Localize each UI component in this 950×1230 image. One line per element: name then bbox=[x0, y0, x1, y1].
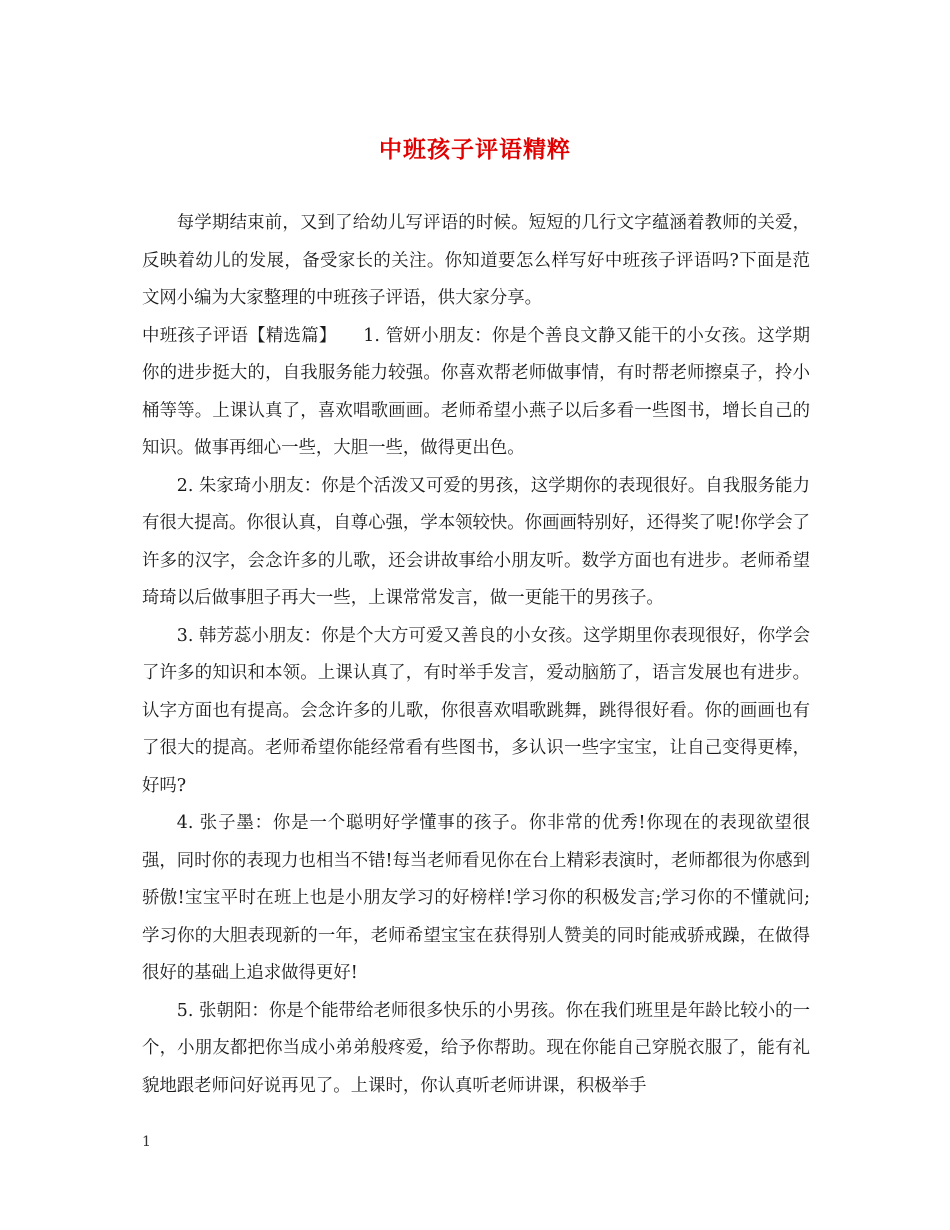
comment-paragraph-4: 4. 张子墨：你是一个聪明好学懂事的孩子。你非常的优秀!你现在的表现欲望很强，同时你的表现力也相当不错!每当老师看见你在台上精彩表演时，老师都很为你感到骄傲!宝宝平时在班上也是小朋友学习的好榜样!学习你的积极发言;学习你的不懂就问;学习你的大胆表现新的一年，老师希望宝宝在获得别人赞美的同时能戒骄戒躁，在做得很好的基础上追求做得更好! bbox=[142, 813, 810, 983]
intro-paragraph: 每学期结束前，又到了给幼儿写评语的时候。短短的几行文字蕴涵着教师的关爱，反映着幼儿的发展，备受家长的关注。你知道要怎么样写好中班孩子评语吗?下面是范文网小编为大家整理的中班孩子评语，供大家分享。 bbox=[142, 213, 810, 308]
comment-paragraph-1: 中班孩子评语【精选篇】 1. 管妍小朋友：你是个善良文静又能干的小女孩。这学期你的进步挺大的，自我服务能力较强。你喜欢帮老师做事情，有时帮老师擦桌子，拎小桶等等。上课认真了，喜欢唱歌画画。老师希望小燕子以后多看一些图书，增长自己的知识。做事再细心一些，大胆一些，做得更出色。 bbox=[142, 325, 810, 458]
document-body bbox=[142, 205, 810, 1105]
comment-paragraph-2: 2. 朱家琦小朋友：你是个活泼又可爱的男孩，这学期你的表现很好。自我服务能力有很大提高。你很认真，自尊心强，学本领较快。你画画特别好，还得奖了呢!你学会了许多的汉字，会念许多的儿歌，还会讲故事给小朋友听。数学方面也有进步。老师希望琦琦以后做事胆子再大一些，上课常常发言，做一更能干的男孩子。 bbox=[142, 475, 810, 608]
page-number: 1 bbox=[142, 1134, 151, 1150]
comment-paragraph-3: 3. 韩芳蕊小朋友：你是个大方可爱又善良的小女孩。这学期里你表现很好，你学会了许多的知识和本领。上课认真了，有时举手发言，爱动脑筋了，语言发展也有进步。认字方面也有提高。会念许多的儿歌，你很喜欢唱歌跳舞，跳得很好看。你的画画也有了很大的提高。老师希望你能经常看有些图书，多认识一些字宝宝，让自己变得更棒，好吗? bbox=[142, 625, 810, 796]
page-title: 中班孩子评语精粹 bbox=[379, 137, 571, 163]
comment-paragraph-5: 5. 张朝阳：你是个能带给老师很多快乐的小男孩。你在我们班里是年龄比较小的一个，小朋友都把你当成小弟弟般疼爱，给予你帮助。现在你能自己穿脱衣服了，能有礼貌地跟老师问好说再见了。上课时，你认真听老师讲课，积极举手 bbox=[142, 1000, 810, 1096]
